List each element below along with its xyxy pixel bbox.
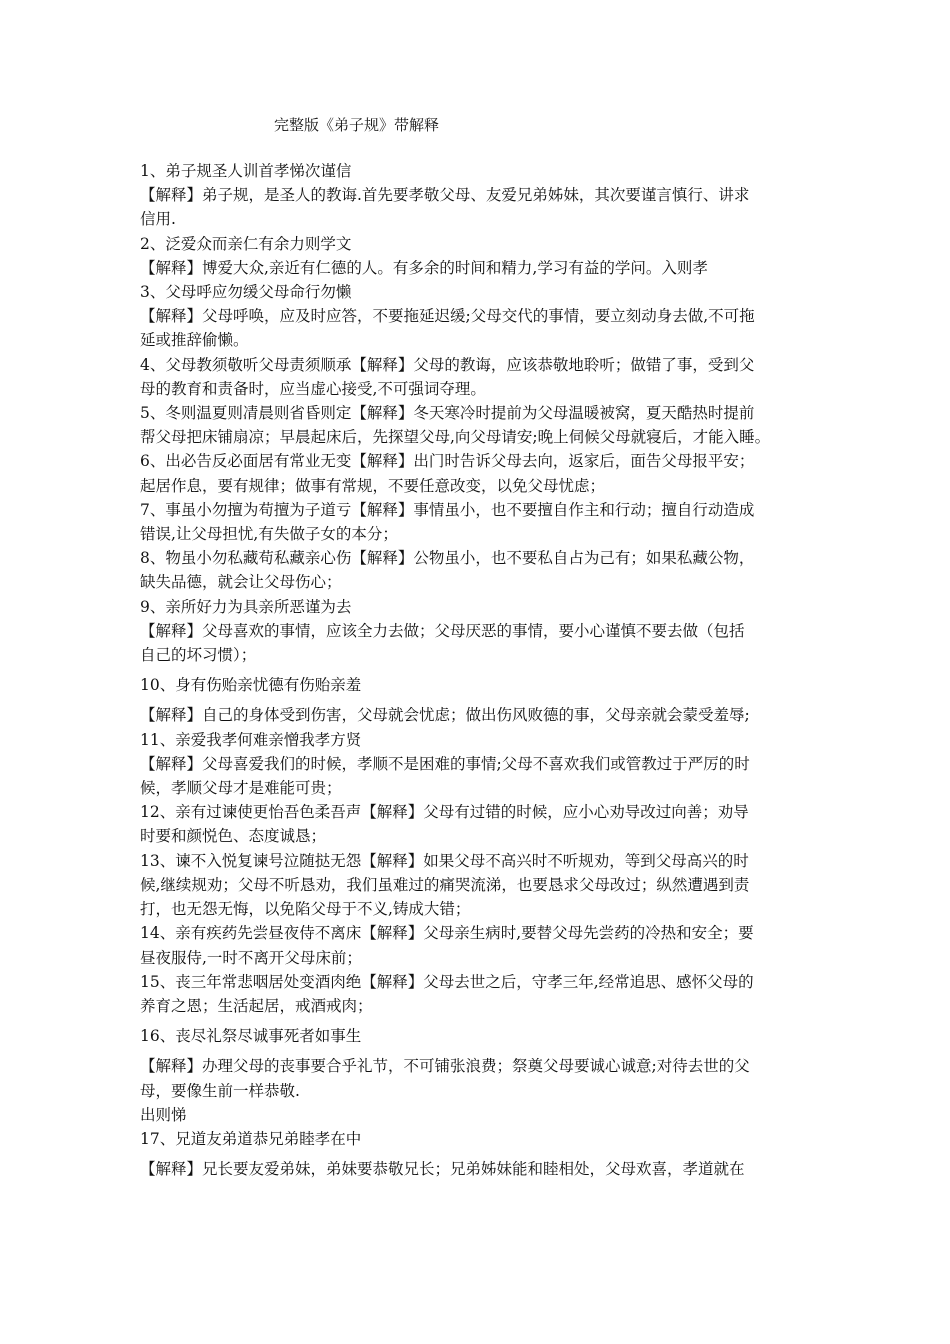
text-line: 11、亲爱我孝何难亲憎我孝方贤 (140, 730, 362, 749)
text-line: 缺失品德，就会让父母伤心； (140, 573, 342, 592)
text-line: 【解释】父母喜爱我们的时候，孝顺不是困难的事情;父母不喜欢我们或管教过于严厉的时 (140, 754, 750, 773)
text-line: 5、冬则温夏则凊晨则省昏则定【解释】冬天寒冷时提前为父母温暖被窝，夏天酷热时提前 (140, 404, 755, 423)
text-line: 1、弟子规圣人训首孝悌次谨信 (140, 162, 352, 180)
text-line: 帮父母把床铺扇凉；早晨起床后，先探望父母,向父母请安;晚上伺候父母就寝后，才能入睡。 (140, 428, 771, 447)
document-body (140, 159, 830, 1181)
text-line: 【解释】博爱大众,亲近有仁德的人。有多余的时间和精力,学习有益的学问。入则孝 (140, 258, 708, 277)
text-line: 12、亲有过谏使更怡吾色柔吾声【解释】父母有过错的时候，应小心劝导改过向善；劝导 (140, 803, 749, 822)
text-line: 【解释】父母喜欢的事情，应该全力去做；父母厌恶的事情，要小心谨慎不要去做（包括 (140, 621, 745, 640)
text-line: 10、身有伤贻亲忧德有伤贻亲羞 (140, 676, 362, 695)
text-line: 4、父母教须敬听父母责须顺承【解释】父母的教诲，应该恭敬地聆听；做错了事，受到父 (140, 355, 755, 374)
text-line: 昼夜服侍,一时不离开父母床前； (140, 948, 362, 967)
text-line: 自己的坏习惯）； (140, 646, 257, 665)
text-line: 2、泛爱众而亲仁有余力则学文 (140, 234, 352, 253)
text-line: 母，要像生前一样恭敬. (140, 1081, 300, 1100)
text-line: 7、事虽小勿擅为苟擅为子道亏【解释】事情虽小，也不要擅自作主和行动；擅自行动造成 (140, 500, 755, 519)
text-line: 信用. (140, 210, 176, 229)
section-heading: 出则悌 (140, 1105, 187, 1124)
text-line: 14、亲有疾药先尝昼夜侍不离床【解释】父母亲生病时,要替父母先尝药的冷热和安全；要 (140, 924, 754, 943)
text-line: 起居作息，要有规律；做事有常规，不要任意改变，以免父母忧虑； (140, 476, 606, 495)
text-line: 时要和颜悦色、态度诚恳； (140, 827, 327, 846)
text-line: 打，也无怨无悔，以免陷父母于不义,铸成大错； (140, 900, 471, 919)
document-title: 完整版《弟子规》带解释 (274, 116, 440, 134)
text-line: 13、谏不入悦复谏号泣随挞无怨【解释】如果父母不高兴时不听规劝，等到父母高兴的时 (140, 851, 749, 870)
text-line: 17、兄道友弟道恭兄弟睦孝在中 (140, 1129, 362, 1148)
text-line: 延或推辞偷懒。 (140, 331, 249, 350)
text-line: 【解释】自己的身体受到伤害，父母就会忧虑；做出伤风败德的事，父母亲就会蒙受羞辱; (140, 706, 750, 725)
text-line: 【解释】兄长要友爱弟妹，弟妹要恭敬兄长；兄弟姊妹能和睦相处，父母欢喜，孝道就在 (140, 1160, 745, 1179)
text-line: 9、亲所好力为具亲所恶谨为去 (140, 597, 352, 616)
text-line: 【解释】办理父母的丧事要合乎礼节，不可铺张浪费；祭奠父母要诚心诚意;对待去世的父 (140, 1057, 750, 1076)
text-line: 8、物虽小勿私藏苟私藏亲心伤【解释】公物虽小，也不要私自占为己有；如果私藏公物， (140, 549, 755, 568)
text-line: 6、出必告反必面居有常业无变【解释】出门时告诉父母去向，返家后，面告父母报平安； (140, 452, 755, 471)
text-line: 15、丧三年常悲咽居处变酒肉绝【解释】父母去世之后，守孝三年,经常追思、感怀父母的 (140, 972, 754, 991)
text-line: 3、父母呼应勿缓父母命行勿懒 (140, 283, 352, 302)
text-line: 候,继续规劝；父母不听恳劝，我们虽难过的痛哭流涕，也要恳求父母改过；纵然遭遇到责 (140, 875, 750, 894)
text-line: 16、丧尽礼祭尽诚事死者如事生 (140, 1027, 362, 1046)
text-line: 母的教育和责备时，应当虚心接受,不可强词夺理。 (140, 379, 486, 398)
text-line: 【解释】弟子规，是圣人的教诲.首先要孝敬父母、友爱兄弟姊妹，其次要谨言慎行、讲求 (140, 186, 750, 205)
text-line: 养育之恩；生活起居，戒酒戒肉； (140, 996, 373, 1015)
text-line: 候，孝顺父母才是难能可贵； (140, 779, 342, 798)
text-line: 【解释】父母呼唤，应及时应答，不要拖延迟缓;父母交代的事情，要立刻动身去做,不可拖 (140, 307, 755, 326)
text-line: 错误,让父母担忧,有失做子女的本分； (140, 525, 398, 544)
